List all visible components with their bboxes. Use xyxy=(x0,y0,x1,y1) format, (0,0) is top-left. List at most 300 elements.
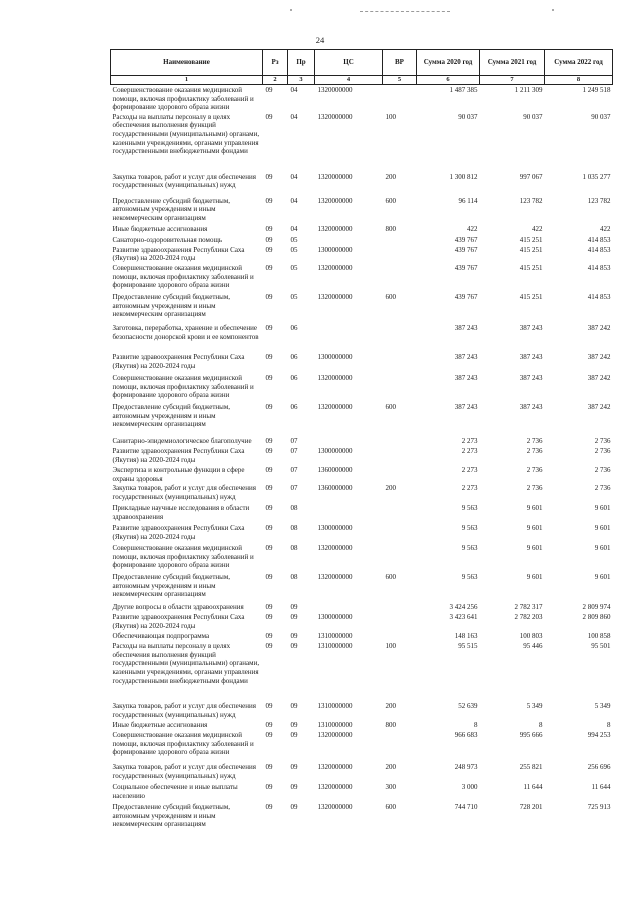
scan-mark xyxy=(290,9,292,11)
row-sum-2022: 2 736 xyxy=(594,465,611,474)
row-sum-2021: 9 601 xyxy=(526,504,543,513)
row-sum-2020: 248 973 xyxy=(454,763,478,772)
col-header-2021: Сумма 2021 год xyxy=(480,50,545,76)
row-cs: 1320000000 xyxy=(317,263,353,272)
row-pr: 07 xyxy=(290,446,298,455)
row-sum-2022: 5 349 xyxy=(594,702,611,711)
row-sum-2022: 8 xyxy=(607,721,611,730)
row-cs xyxy=(315,436,383,446)
row-sum-2022: 414 853 xyxy=(587,292,611,301)
row-vr xyxy=(383,263,417,292)
row-name: Развитие здравоохранения Республики Саха (Якутия) на 2020-2024 годы xyxy=(112,613,245,630)
row-rz: 09 xyxy=(265,504,273,513)
row-sum-2022: 387 242 xyxy=(587,323,611,332)
table-row xyxy=(111,292,613,323)
row-rz: 09 xyxy=(265,731,273,740)
table-row xyxy=(111,263,613,292)
row-rz: 09 xyxy=(265,323,273,332)
row-sum-2021: 997 067 xyxy=(519,172,543,181)
col-number: 6 xyxy=(417,76,480,85)
row-sum-2020: 966 683 xyxy=(454,731,478,740)
row-sum-2020: 52 639 xyxy=(458,702,478,711)
row-sum-2020: 387 243 xyxy=(454,352,478,361)
row-cs: 1320000000 xyxy=(317,763,353,772)
row-cs xyxy=(315,602,383,612)
column-number-row xyxy=(111,76,613,85)
row-cs: 1310000000 xyxy=(317,721,353,730)
row-name: Иные бюджетные ассигнования xyxy=(112,721,208,730)
row-sum-2021: 422 xyxy=(532,224,543,233)
table-row xyxy=(111,483,613,503)
row-rz: 09 xyxy=(265,721,273,730)
row-rz: 09 xyxy=(265,763,273,772)
row-pr: 09 xyxy=(290,763,298,772)
row-rz: 09 xyxy=(265,465,273,474)
row-pr: 09 xyxy=(290,721,298,730)
row-sum-2022: 414 853 xyxy=(587,235,611,244)
row-vr xyxy=(383,465,417,483)
row-rz: 09 xyxy=(265,352,273,361)
row-cs: 1320000000 xyxy=(317,544,353,553)
row-cs: 1300000000 xyxy=(317,352,353,361)
row-rz: 09 xyxy=(265,436,273,445)
row-vr xyxy=(383,612,417,631)
row-vr xyxy=(383,543,417,572)
row-sum-2022: 2 809 974 xyxy=(582,603,611,612)
row-cs: 1320000000 xyxy=(317,196,353,205)
row-rz: 09 xyxy=(265,603,273,612)
row-sum-2020: 8 xyxy=(474,721,478,730)
row-sum-2020: 387 243 xyxy=(454,373,478,382)
row-rz: 09 xyxy=(265,702,273,711)
row-rz: 09 xyxy=(265,783,273,792)
row-sum-2022: 11 644 xyxy=(591,783,611,792)
row-cs: 1310000000 xyxy=(317,632,353,641)
row-sum-2021: 2 736 xyxy=(526,465,543,474)
col-header-name: Наименование xyxy=(111,50,263,76)
row-cs: 1300000000 xyxy=(317,446,353,455)
row-rz: 09 xyxy=(265,632,273,641)
row-name: Развитие здравоохранения Республики Саха (Якутия) на 2020-2024 годы xyxy=(112,245,245,263)
row-pr: 09 xyxy=(290,803,298,812)
row-pr: 04 xyxy=(290,196,298,205)
row-vr: 200 xyxy=(385,172,396,181)
row-sum-2022: 387 242 xyxy=(587,402,611,411)
row-cs: 1320000000 xyxy=(317,803,353,812)
row-vr xyxy=(383,85,417,112)
col-header-vr: ВР xyxy=(383,50,417,76)
row-pr: 06 xyxy=(290,352,298,361)
row-pr: 04 xyxy=(290,112,298,121)
table-row xyxy=(111,602,613,612)
row-cs: 1320000000 xyxy=(317,783,353,792)
row-sum-2022: 2 736 xyxy=(594,484,611,493)
row-pr: 07 xyxy=(290,465,298,474)
row-vr: 600 xyxy=(385,803,396,812)
row-cs: 1320000000 xyxy=(317,112,353,121)
row-sum-2021: 95 446 xyxy=(523,642,543,651)
row-cs: 1320000000 xyxy=(317,86,353,94)
row-vr: 100 xyxy=(385,642,396,651)
row-vr xyxy=(383,631,417,641)
row-pr: 09 xyxy=(290,783,298,792)
row-name: Другие вопросы в области здравоохранения xyxy=(112,603,244,612)
row-vr xyxy=(383,245,417,263)
row-sum-2022: 9 601 xyxy=(594,544,611,553)
row-sum-2022: 387 242 xyxy=(587,352,611,361)
row-cs: 1360000000 xyxy=(317,465,353,474)
row-sum-2021: 11 644 xyxy=(523,783,543,792)
row-rz: 09 xyxy=(265,263,273,272)
row-rz: 09 xyxy=(265,484,273,493)
table-row xyxy=(111,402,613,436)
row-rz: 09 xyxy=(265,446,273,455)
row-sum-2020: 387 243 xyxy=(454,402,478,411)
row-sum-2021: 9 601 xyxy=(526,544,543,553)
row-name: Предоставление субсидий бюджетным, автономным учреждениям и иным некоммерческим организациям xyxy=(112,402,231,429)
row-name: Закупка товаров, работ и услуг для обеспечения государственных (муниципальных) нужд xyxy=(112,484,256,501)
row-sum-2021: 255 821 xyxy=(519,763,543,772)
row-sum-2022: 2 736 xyxy=(594,446,611,455)
row-sum-2020: 439 767 xyxy=(454,235,478,244)
row-pr: 05 xyxy=(290,235,298,244)
row-sum-2021: 5 349 xyxy=(526,702,543,711)
row-sum-2020: 439 767 xyxy=(454,245,478,254)
row-name: Предоставление субсидий бюджетным, автономным учреждениям и иным некоммерческим организациям xyxy=(112,292,231,319)
row-sum-2022: 95 501 xyxy=(591,642,611,651)
table-row xyxy=(111,112,613,172)
table-row xyxy=(111,631,613,641)
row-vr: 800 xyxy=(385,721,396,730)
row-vr: 300 xyxy=(385,783,396,792)
row-rz: 09 xyxy=(265,86,273,94)
row-rz: 09 xyxy=(265,613,273,622)
row-sum-2021: 995 666 xyxy=(519,731,543,740)
table-body xyxy=(111,85,613,829)
row-vr xyxy=(383,436,417,446)
row-sum-2020: 3 423 641 xyxy=(449,613,478,622)
row-pr: 05 xyxy=(290,245,298,254)
row-sum-2020: 9 563 xyxy=(461,524,478,533)
row-vr: 600 xyxy=(385,402,396,411)
row-cs: 1320000000 xyxy=(317,573,353,582)
row-name: Расходы на выплаты персоналу в целях обеспечения выполнения функций государственными (муниципальными) органами, казенными учреждениями, органами управления государственными внебюджетными фондами xyxy=(112,642,260,685)
row-cs: 1300000000 xyxy=(317,524,353,533)
row-name: Закупка товаров, работ и услуг для обеспечения государственных (муниципальных) нужд xyxy=(112,172,256,190)
col-header-pr: Пр xyxy=(288,50,315,76)
row-pr: 09 xyxy=(290,603,298,612)
row-cs: 1320000000 xyxy=(317,224,353,233)
row-rz: 09 xyxy=(265,803,273,812)
row-pr: 07 xyxy=(290,436,298,445)
row-cs: 1320000000 xyxy=(317,731,353,740)
row-pr: 05 xyxy=(290,292,298,301)
row-name: Заготовка, переработка, хранение и обеспечение безопасности донорской крови и ее компонентов xyxy=(112,323,259,341)
row-name: Санитарно-эпидемиологическое благополучие xyxy=(112,436,252,445)
scan-mark xyxy=(360,11,450,12)
table-row xyxy=(111,503,613,523)
row-sum-2021: 415 251 xyxy=(519,235,543,244)
row-rz: 09 xyxy=(265,172,273,181)
row-sum-2020: 90 037 xyxy=(458,112,478,121)
row-sum-2020: 9 563 xyxy=(461,544,478,553)
budget-table xyxy=(110,49,613,829)
table-row xyxy=(111,224,613,235)
table-row xyxy=(111,523,613,543)
col-number: 3 xyxy=(288,76,315,85)
table-row xyxy=(111,802,613,829)
row-cs: 1320000000 xyxy=(317,373,353,382)
row-name: Экспертиза и контрольные функции в сфере охраны здоровья xyxy=(112,465,245,483)
row-sum-2020: 96 114 xyxy=(458,196,478,205)
page-number: 24 xyxy=(315,35,325,45)
row-rz: 09 xyxy=(265,292,273,301)
row-rz: 09 xyxy=(265,224,273,233)
row-name: Развитие здравоохранения Республики Саха (Якутия) на 2020-2024 годы xyxy=(112,524,245,541)
table-row xyxy=(111,543,613,572)
row-sum-2022: 414 853 xyxy=(587,263,611,272)
row-vr xyxy=(383,523,417,543)
row-rz: 09 xyxy=(265,245,273,254)
row-cs xyxy=(315,323,383,352)
row-pr: 08 xyxy=(290,524,298,533)
table-row xyxy=(111,701,613,720)
row-vr: 200 xyxy=(385,702,396,711)
table-row xyxy=(111,465,613,483)
row-sum-2021: 100 803 xyxy=(519,632,543,641)
table-row xyxy=(111,572,613,602)
row-sum-2021: 415 251 xyxy=(519,263,543,272)
row-sum-2022: 123 782 xyxy=(587,196,611,205)
row-sum-2021: 728 201 xyxy=(519,803,543,812)
header-row xyxy=(111,50,613,76)
row-sum-2022: 387 242 xyxy=(587,373,611,382)
row-sum-2021: 387 243 xyxy=(519,323,543,332)
row-pr: 07 xyxy=(290,484,298,493)
row-rz: 09 xyxy=(265,196,273,205)
row-rz: 09 xyxy=(265,112,273,121)
row-sum-2020: 439 767 xyxy=(454,292,478,301)
row-sum-2022: 2 736 xyxy=(594,436,611,445)
table-row xyxy=(111,245,613,263)
row-cs: 1360000000 xyxy=(317,484,353,493)
col-header-cs: ЦС xyxy=(315,50,383,76)
row-name: Расходы на выплаты персоналу в целях обеспечения выполнения функций государственными (муниципальными) органами, казенными учреждениями, органами управления государственными внебюджетными фондами xyxy=(112,112,260,156)
row-rz: 09 xyxy=(265,235,273,244)
row-vr xyxy=(383,730,417,762)
row-rz: 09 xyxy=(265,524,273,533)
table-row xyxy=(111,446,613,465)
table-row xyxy=(111,85,613,112)
row-rz: 09 xyxy=(265,544,273,553)
table-row xyxy=(111,720,613,730)
row-name: Совершенствование оказания медицинской помощи, включая профилактику заболеваний и формирование здорового образа жизни xyxy=(112,373,254,400)
row-sum-2020: 422 xyxy=(467,224,478,233)
row-sum-2022: 9 601 xyxy=(594,524,611,533)
row-name: Развитие здравоохранения Республики Саха (Якутия) на 2020-2024 годы xyxy=(112,352,245,370)
row-vr xyxy=(383,323,417,352)
row-name: Санаторно-оздоровительная помощь xyxy=(112,235,223,244)
row-vr: 800 xyxy=(385,224,396,233)
col-header-2020: Сумма 2020 год xyxy=(417,50,480,76)
col-number: 7 xyxy=(480,76,545,85)
row-cs xyxy=(315,503,383,523)
col-header-2022: Сумма 2022 год xyxy=(545,50,613,76)
row-vr xyxy=(383,602,417,612)
row-rz: 09 xyxy=(265,573,273,582)
row-sum-2022: 422 xyxy=(600,224,611,233)
row-sum-2020: 2 273 xyxy=(461,436,478,445)
row-sum-2021: 2 782 317 xyxy=(514,603,543,612)
row-sum-2021: 9 601 xyxy=(526,573,543,582)
row-rz: 09 xyxy=(265,402,273,411)
table-row xyxy=(111,782,613,802)
row-sum-2022: 9 601 xyxy=(594,573,611,582)
row-name: Развитие здравоохранения Республики Саха (Якутия) на 2020-2024 годы xyxy=(112,446,245,464)
row-sum-2021: 387 243 xyxy=(519,402,543,411)
row-sum-2020: 439 767 xyxy=(454,263,478,272)
row-sum-2022: 1 035 277 xyxy=(582,172,611,181)
row-pr: 04 xyxy=(290,224,298,233)
table-row xyxy=(111,762,613,782)
row-pr: 09 xyxy=(290,613,298,622)
row-vr: 200 xyxy=(385,484,396,493)
row-sum-2021: 2 782 203 xyxy=(514,613,543,622)
row-vr: 600 xyxy=(385,292,396,301)
row-sum-2020: 2 273 xyxy=(461,484,478,493)
row-sum-2020: 95 515 xyxy=(458,642,478,651)
row-sum-2022: 256 696 xyxy=(587,763,611,772)
row-name: Совершенствование оказания медицинской помощи, включая профилактику заболеваний и формирование здорового образа жизни xyxy=(112,86,254,112)
row-cs: 1310000000 xyxy=(317,702,353,711)
col-header-rz: Рз xyxy=(263,50,288,76)
row-pr: 09 xyxy=(290,731,298,740)
row-vr: 600 xyxy=(385,573,396,582)
row-cs: 1300000000 xyxy=(317,613,353,622)
row-sum-2020: 9 563 xyxy=(461,504,478,513)
row-pr: 08 xyxy=(290,544,298,553)
table-row xyxy=(111,730,613,762)
row-vr xyxy=(383,352,417,373)
row-sum-2020: 744 710 xyxy=(454,803,478,812)
row-name: Закупка товаров, работ и услуг для обеспечения государственных (муниципальных) нужд xyxy=(112,702,256,719)
row-name: Обеспечивающая подпрограмма xyxy=(112,632,210,641)
row-pr: 06 xyxy=(290,323,298,332)
row-sum-2021: 9 601 xyxy=(526,524,543,533)
table-row xyxy=(111,352,613,373)
row-sum-2021: 415 251 xyxy=(519,245,543,254)
table-row xyxy=(111,436,613,446)
row-pr: 08 xyxy=(290,504,298,513)
row-sum-2021: 415 251 xyxy=(519,292,543,301)
row-name: Иные бюджетные ассигнования xyxy=(112,224,208,233)
row-vr: 600 xyxy=(385,196,396,205)
row-pr: 09 xyxy=(290,632,298,641)
row-name: Прикладные научные исследования в области здравоохранения xyxy=(112,504,250,521)
table-row xyxy=(111,323,613,352)
row-pr: 09 xyxy=(290,642,298,651)
row-name: Предоставление субсидий бюджетным, автономным учреждениям и иным некоммерческим организациям xyxy=(112,573,231,599)
row-vr: 100 xyxy=(385,112,396,121)
col-number: 5 xyxy=(383,76,417,85)
table-row xyxy=(111,196,613,224)
row-sum-2021: 123 782 xyxy=(519,196,543,205)
row-sum-2020: 1 300 812 xyxy=(449,172,478,181)
row-vr xyxy=(383,373,417,402)
row-pr: 06 xyxy=(290,402,298,411)
row-sum-2022: 994 253 xyxy=(587,731,611,740)
row-sum-2021: 2 736 xyxy=(526,484,543,493)
row-sum-2020: 2 273 xyxy=(461,446,478,455)
row-pr: 04 xyxy=(290,172,298,181)
row-sum-2020: 2 273 xyxy=(461,465,478,474)
table-row xyxy=(111,641,613,701)
row-cs xyxy=(315,235,383,245)
row-vr xyxy=(383,503,417,523)
row-vr xyxy=(383,235,417,245)
row-vr xyxy=(383,446,417,465)
row-sum-2020: 3 424 256 xyxy=(449,603,478,612)
col-number: 4 xyxy=(315,76,383,85)
row-sum-2020: 387 243 xyxy=(454,323,478,332)
row-sum-2021: 2 736 xyxy=(526,446,543,455)
row-pr: 04 xyxy=(290,86,298,94)
col-number: 1 xyxy=(111,76,263,85)
row-sum-2022: 90 037 xyxy=(591,112,611,121)
row-name: Социальное обеспечение и иные выплаты населению xyxy=(112,783,238,800)
row-rz: 09 xyxy=(265,642,273,651)
row-pr: 05 xyxy=(290,263,298,272)
row-name: Предоставление субсидий бюджетным, автономным учреждениям и иным некоммерческим организациям xyxy=(112,196,231,222)
row-sum-2020: 3 000 xyxy=(461,783,478,792)
row-sum-2020: 148 163 xyxy=(454,632,478,641)
scan-mark xyxy=(552,9,554,11)
row-name: Закупка товаров, работ и услуг для обеспечения государственных (муниципальных) нужд xyxy=(112,763,256,780)
row-cs: 1320000000 xyxy=(317,292,353,301)
row-name: Совершенствование оказания медицинской помощи, включая профилактику заболеваний и формирование здорового образа жизни xyxy=(112,544,254,570)
table-row xyxy=(111,373,613,402)
row-sum-2021: 8 xyxy=(539,721,543,730)
row-vr: 200 xyxy=(385,763,396,772)
row-pr: 06 xyxy=(290,373,298,382)
row-cs: 1300000000 xyxy=(317,245,353,254)
table-row xyxy=(111,172,613,196)
row-cs: 1320000000 xyxy=(317,172,353,181)
row-sum-2022: 9 601 xyxy=(594,504,611,513)
row-sum-2022: 2 809 860 xyxy=(582,613,611,622)
row-sum-2022: 1 249 518 xyxy=(582,86,611,94)
row-pr: 08 xyxy=(290,573,298,582)
row-name: Предоставление субсидий бюджетным, автономным учреждениям и иным некоммерческим организациям xyxy=(112,803,231,829)
row-rz: 09 xyxy=(265,373,273,382)
table-row xyxy=(111,612,613,631)
row-name: Совершенствование оказания медицинской помощи, включая профилактику заболеваний и формирование здорового образа жизни xyxy=(112,263,254,290)
row-name: Совершенствование оказания медицинской помощи, включая профилактику заболеваний и формирование здорового образа жизни xyxy=(112,731,254,757)
row-sum-2021: 387 243 xyxy=(519,352,543,361)
col-number: 2 xyxy=(263,76,288,85)
row-pr: 09 xyxy=(290,702,298,711)
row-cs: 1320000000 xyxy=(317,402,353,411)
row-sum-2022: 414 853 xyxy=(587,245,611,254)
table-row xyxy=(111,235,613,245)
row-cs: 1310000000 xyxy=(317,642,353,651)
row-sum-2021: 2 736 xyxy=(526,436,543,445)
col-number: 8 xyxy=(545,76,613,85)
row-sum-2021: 90 037 xyxy=(523,112,543,121)
row-sum-2022: 725 913 xyxy=(587,803,611,812)
row-sum-2021: 387 243 xyxy=(519,373,543,382)
row-sum-2022: 100 858 xyxy=(587,632,611,641)
